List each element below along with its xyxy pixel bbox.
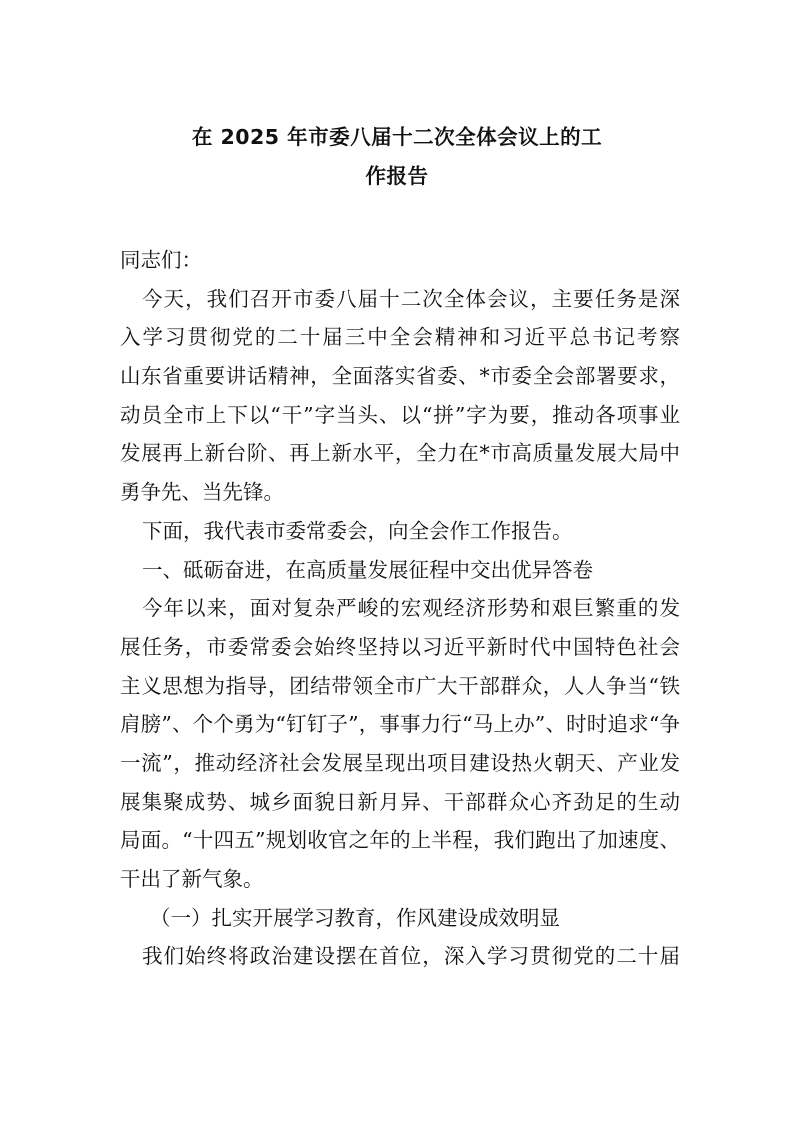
paragraph-line: 主义思想为指导，团结带领全市广大干部群众，人人争当“铁 [120, 673, 680, 698]
paragraph-review [120, 589, 680, 899]
paragraph-political [120, 937, 680, 976]
paragraph-line: 发展再上新台阶、再上新水平，全力在*市高质量发展大局中 [120, 441, 680, 466]
document-title [112, 118, 682, 195]
paragraph-opening [120, 280, 680, 512]
paragraph-line: 今年以来，面对复杂严峻的宏观经济形势和艰巨繁重的发 [142, 596, 680, 621]
paragraph-line: 展集聚成势、城乡面貌日新月异、干部群众心齐劲足的生动 [120, 789, 680, 814]
paragraph-line: 干出了新气象。 [120, 867, 264, 891]
paragraph-report-intro [120, 512, 680, 551]
document-body [120, 241, 680, 976]
paragraph-line: 一流”，推动经济社会发展呈现出项目建设热火朝天、产业发 [120, 750, 680, 775]
title-line-1: 在 2025 年市委八届十二次全体会议上的工 [191, 125, 603, 149]
paragraph-line: 山东省重要讲话精神，全面落实省委、*市委全会部署要求， [120, 364, 680, 389]
paragraph-line: 勇争先、当先锋。 [120, 480, 284, 505]
paragraph-line: 局面。“十四五”规划收官之年的上半程，我们跑出了加速度、 [120, 828, 680, 853]
title-line-2: 作报告 [365, 163, 429, 188]
section-heading: 一、砥砺奋进，在高质量发展征程中交出优异答卷 [142, 557, 593, 582]
paragraph-line: 动员全市上下以“干”字当头、以“拼”字为要，推动各项事业 [120, 402, 680, 427]
paragraph-line: 下面，我代表市委常委会，向全会作工作报告。 [142, 518, 573, 543]
subsection-heading: （一）扎实开展学习教育，作风建设成效明显 [150, 905, 560, 930]
paragraph-line: 我们始终将政治建设摆在首位，深入学习贯彻党的二十届 [142, 944, 680, 969]
paragraph-line: 展任务，市委常委会始终坚持以习近平新时代中国特色社会 [120, 634, 680, 659]
salutation: 同志们： [120, 248, 202, 272]
paragraph-line: 肩膀”、个个勇为“钉钉子”，事事力行“马上办”、时时追求“争 [120, 712, 680, 737]
paragraph-line: 今天，我们召开市委八届十二次全体会议，主要任务是深 [142, 286, 680, 311]
paragraph-line: 入学习贯彻党的二十届三中全会精神和习近平总书记考察 [120, 325, 680, 350]
